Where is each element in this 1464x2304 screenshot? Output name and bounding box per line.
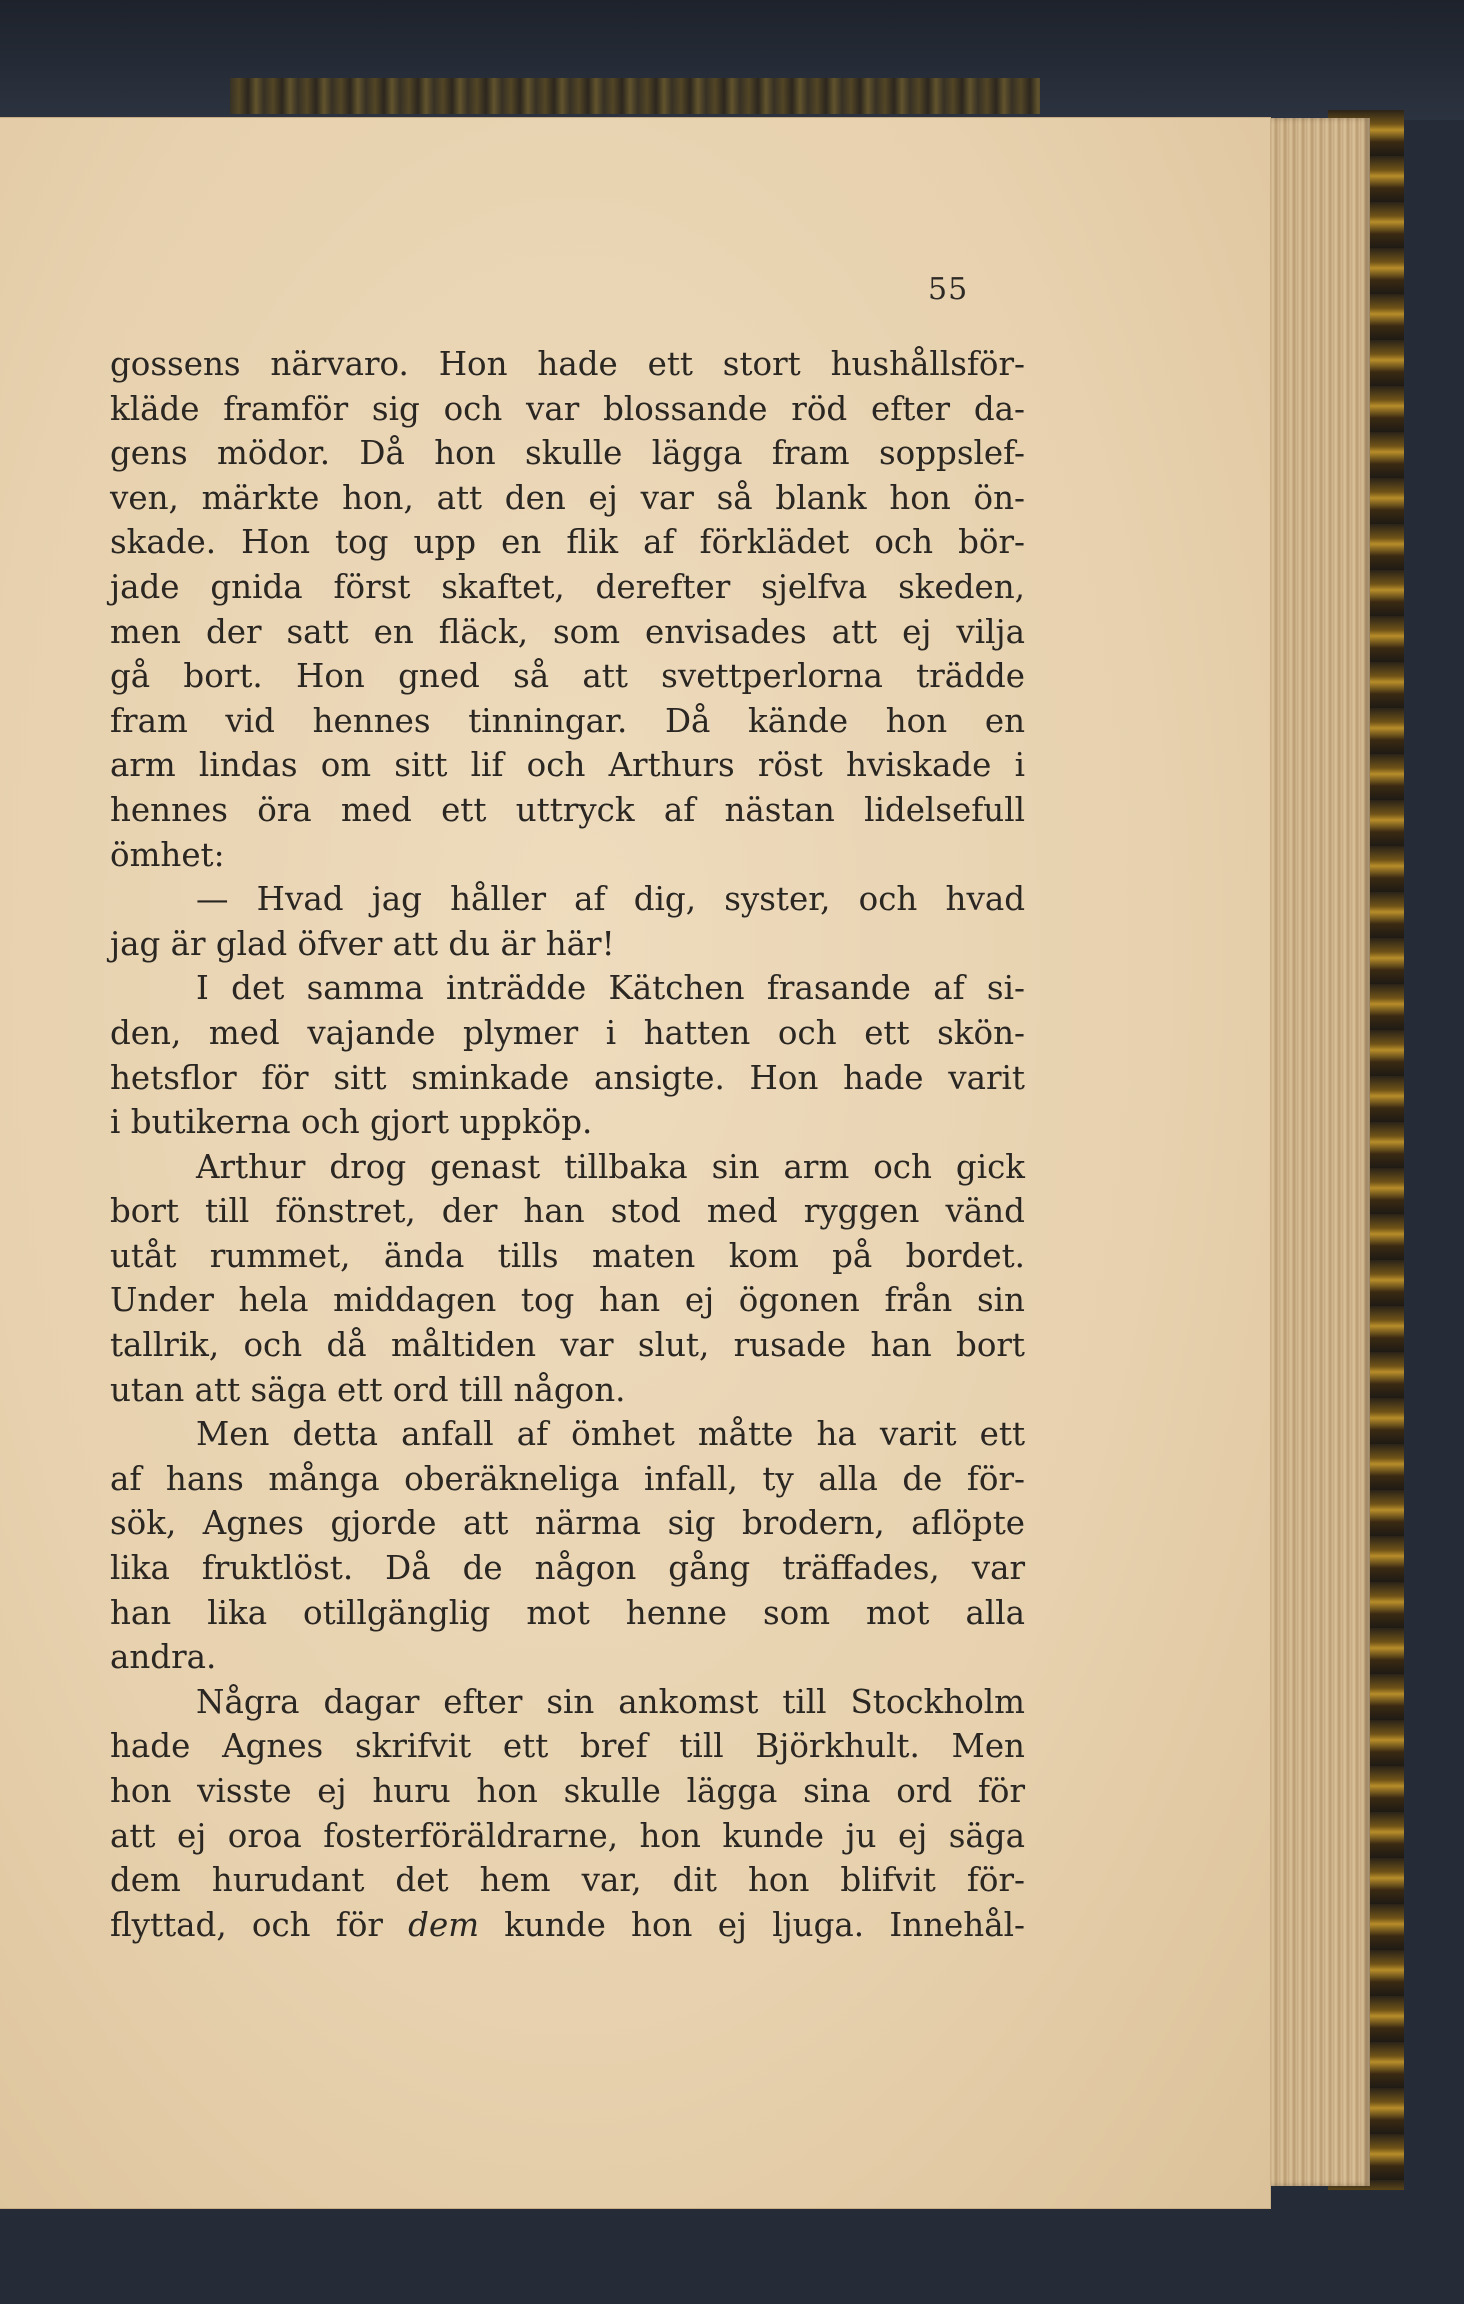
text-line: hennes öra med ett uttryck af nästan lidelsefull xyxy=(110,790,1025,829)
text-line: dem hurudant det hem var, dit hon blifvit för- xyxy=(110,1861,1025,1900)
text-line: utåt rummet, ända tills maten kom på bordet. xyxy=(110,1236,1025,1275)
text-line: hade Agnes skrifvit ett bref till Björkhult. Men xyxy=(110,1727,1025,1766)
text-line-final xyxy=(110,1903,1025,1948)
text-line: — Hvad jag håller af dig, syster, och hvad xyxy=(196,880,1025,919)
text-line: gens mödor. Då hon skulle lägga fram soppslef- xyxy=(110,434,1025,473)
text-line: Under hela middagen tog han ej ögonen från sin xyxy=(110,1281,1025,1320)
text-line: jag är glad öfver att du är här! xyxy=(110,924,615,963)
book-spine-band xyxy=(230,78,1040,114)
text-line: Men detta anfall af ömhet måtte ha varit ett xyxy=(196,1415,1025,1454)
text-line: I det samma inträdde Kätchen frasande af si- xyxy=(196,969,1025,1008)
text-line: lika fruktlöst. Då de någon gång träffades, var xyxy=(110,1549,1025,1588)
text-line: arm lindas om sitt lif och Arthurs röst hviskade i xyxy=(110,746,1025,785)
final-line-end: kunde hon ej ljuga. Innehål- xyxy=(504,1905,1025,1944)
text-line: tallrik, och då måltiden var slut, rusade han bort xyxy=(110,1326,1025,1365)
text-line: att ej oroa fosterföräldrarne, hon kunde ju ej säga xyxy=(110,1816,1025,1855)
text-line: han lika otillgänglig mot henne som mot alla xyxy=(110,1593,1025,1632)
text-line: jade gnida först skaftet, derefter sjelfva skeden, xyxy=(110,567,1025,606)
text-line: men der satt en fläck, som envisades att ej vilja xyxy=(110,612,1025,651)
text-line: ven, märkte hon, att den ej var så blank hon ön- xyxy=(110,478,1025,517)
page-stack-edge xyxy=(1270,118,1370,2186)
text-line: kläde framför sig och var blossande röd efter da- xyxy=(110,389,1025,428)
page-number: 55 xyxy=(928,272,969,307)
page-text xyxy=(110,342,1025,1947)
text-line: fram vid hennes tinningar. Då kände hon en xyxy=(110,701,1025,740)
text-line: bort till fönstret, der han stod med ryggen vänd xyxy=(110,1192,1025,1231)
text-line: Arthur drog genast tillbaka sin arm och gick xyxy=(196,1147,1025,1186)
text-line: utan att säga ett ord till någon. xyxy=(110,1370,626,1409)
text-line: gossens närvaro. Hon hade ett stort hushållsför- xyxy=(110,345,1025,383)
text-line: andra. xyxy=(110,1638,217,1677)
text-line: i butikerna och gjort uppköp. xyxy=(110,1103,593,1142)
text-line: ömhet: xyxy=(110,835,225,874)
text-line: skade. Hon tog upp en flik af förklädet och bör- xyxy=(110,523,1025,562)
text-line: hetsflor för sitt sminkade ansigte. Hon hade varit xyxy=(110,1058,1025,1097)
text-line: den, med vajande plymer i hatten och ett skön- xyxy=(110,1013,1025,1052)
text-line: gå bort. Hon gned så att svettperlorna trädde xyxy=(110,657,1025,696)
text-line: af hans många oberäkneliga infall, ty alla de för- xyxy=(110,1459,1025,1498)
text-line: sök, Agnes gjorde att närma sig brodern, aflöpte xyxy=(110,1504,1025,1543)
final-line-emphasis: dem xyxy=(408,1905,480,1944)
final-line-start: flyttad, och för xyxy=(110,1905,383,1944)
text-line: hon visste ej huru hon skulle lägga sina ord för xyxy=(110,1772,1025,1810)
text-line: Några dagar efter sin ankomst till Stockholm xyxy=(196,1682,1025,1721)
